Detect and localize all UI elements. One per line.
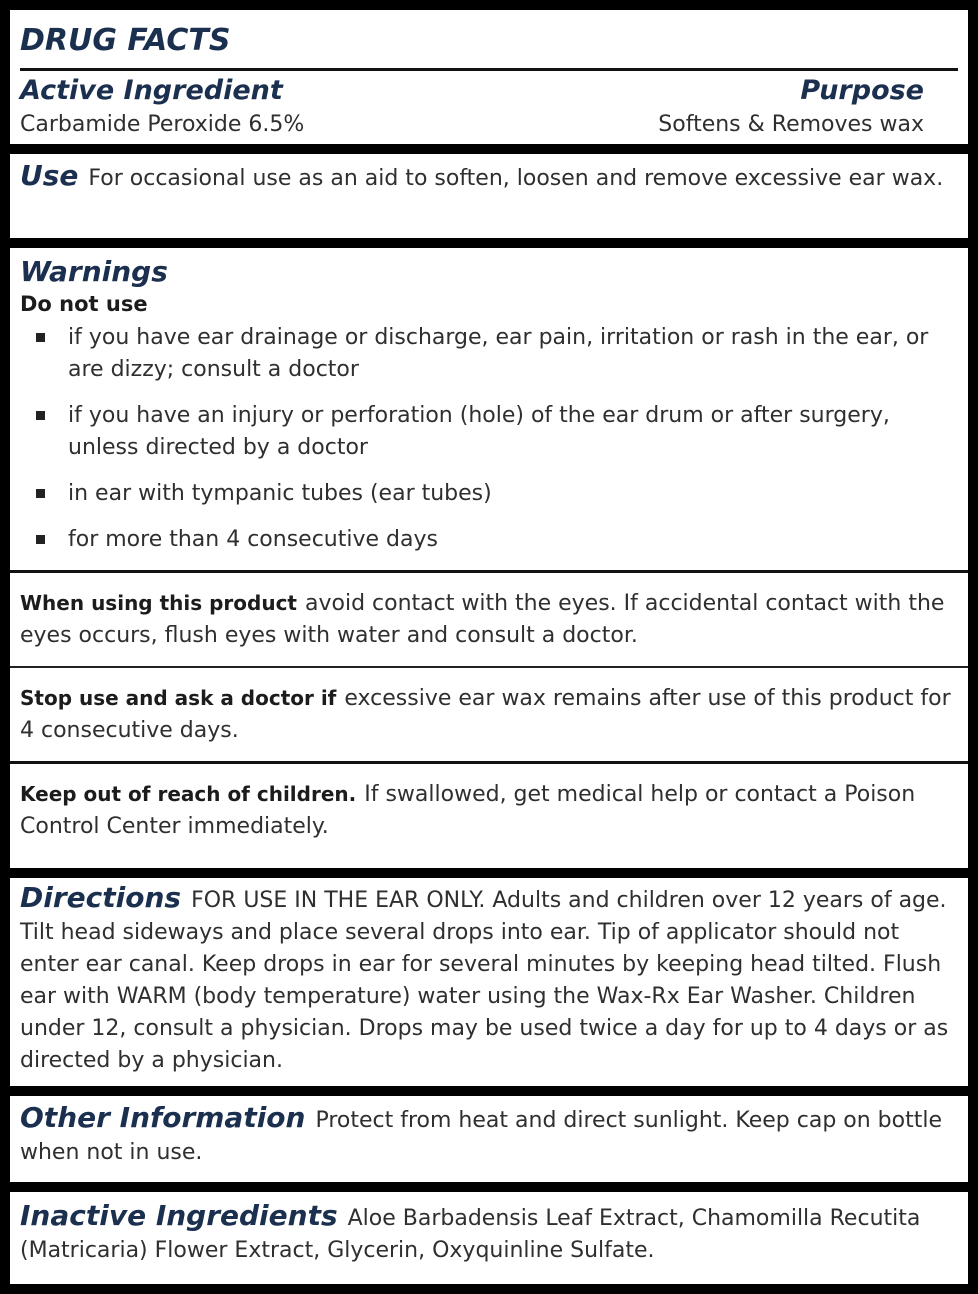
list-item: if you have an injury or perforation (hole) of the ear drum or after surgery, unless directed by a doctor	[20, 400, 958, 464]
inactive-ingredients-paragraph	[20, 1200, 958, 1267]
directions-paragraph	[20, 882, 958, 1077]
use-panel	[10, 154, 968, 238]
warnings-heading: Warnings	[20, 255, 168, 288]
do-not-use-list	[20, 322, 958, 556]
drug-facts-title: DRUG FACTS	[20, 23, 231, 58]
purpose-value: Softens & Removes wax	[658, 112, 924, 137]
list-item: for more than 4 consecutive days	[20, 524, 958, 556]
directions-text: FOR USE IN THE EAR ONLY. Adults and children over 12 years of age. Tilt head sideways and place several drops into ear. Tip of applicator should not enter ear canal. Keep drops in ear for several minutes by keeping head tilted. Flush ear with WARM (body temperature) water using the Wax-Rx Ear Washer. Children under 12, consult a physician. Drops may be used twice a day for up to 4 days or as directed by a physician.	[20, 888, 949, 1073]
active-ingredient-row	[20, 109, 958, 141]
bullet-square-icon	[36, 333, 45, 342]
active-ingredient-value: Carbamide Peroxide 6.5%	[20, 112, 305, 137]
purpose-heading: Purpose	[800, 75, 924, 106]
list-item: if you have ear drainage or discharge, ear pain, irritation or rash in the ear, or are dizzy; consult a doctor	[20, 322, 958, 386]
other-information-text: Protect from heat and direct sunlight. Keep cap on bottle when not in use.	[20, 1108, 942, 1165]
bullet-square-icon	[36, 411, 45, 420]
list-item: in ear with tympanic tubes (ear tubes)	[20, 478, 958, 510]
when-using-heading: When using this product	[20, 591, 297, 615]
inactive-ingredients-panel	[10, 1192, 968, 1284]
active-ingredient-header-row	[20, 73, 958, 109]
inactive-ingredients-heading: Inactive Ingredients	[20, 1199, 338, 1232]
stop-use-paragraph	[20, 668, 958, 761]
when-using-paragraph	[20, 573, 958, 666]
inactive-ingredients-text: Aloe Barbadensis Leaf Extract, Chamomilla Recutita (Matricaria) Flower Extract, Glycerin, Oxyquinline Sulfate.	[20, 1206, 921, 1263]
use-heading: Use	[20, 159, 79, 192]
bullet-square-icon	[36, 535, 45, 544]
keep-out-heading: Keep out of reach of children.	[20, 782, 357, 806]
bullet-square-icon	[36, 489, 45, 498]
stop-use-heading: Stop use and ask a doctor if	[20, 686, 337, 710]
title-divider	[20, 68, 958, 71]
warnings-panel	[10, 248, 968, 868]
when-using-text: avoid contact with the eyes. If accidental contact with the eyes occurs, flush eyes with water and consult a doctor.	[20, 591, 945, 648]
drug-facts-panel	[10, 10, 968, 144]
stop-use-text: excessive ear wax remains after use of this product for 4 consecutive days.	[20, 686, 951, 743]
keep-out-text: If swallowed, get medical help or contact a Poison Control Center immediately.	[20, 782, 916, 839]
other-information-panel	[10, 1096, 968, 1182]
directions-panel	[10, 878, 968, 1086]
other-information-paragraph	[20, 1102, 958, 1169]
use-paragraph	[20, 160, 958, 195]
directions-heading: Directions	[20, 881, 182, 914]
keep-out-paragraph	[20, 764, 958, 857]
active-ingredient-heading: Active Ingredient	[20, 75, 283, 106]
do-not-use-heading: Do not use	[20, 292, 148, 316]
use-text: For occasional use as an aid to soften, loosen and remove excessive ear wax.	[88, 166, 944, 191]
other-information-heading: Other Information	[20, 1101, 306, 1134]
